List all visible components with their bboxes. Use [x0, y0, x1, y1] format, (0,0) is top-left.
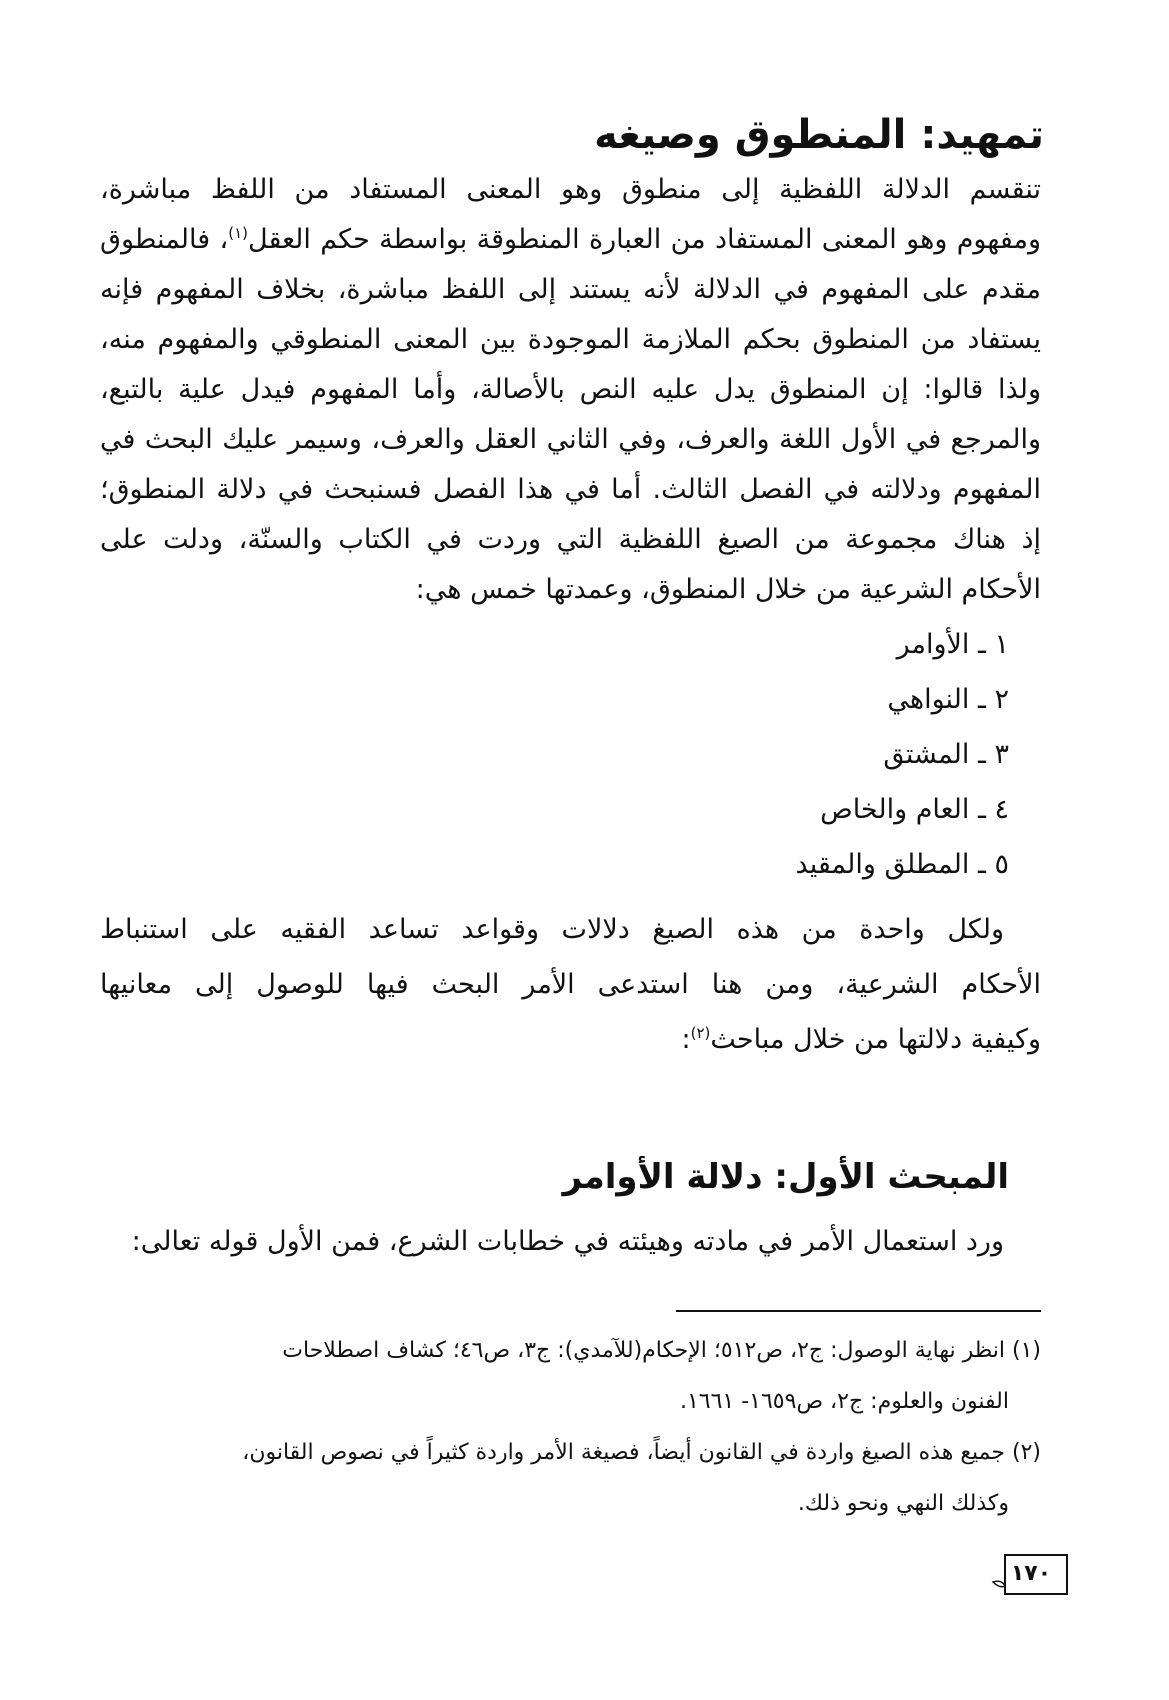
footnote-divider [676, 1310, 1041, 1312]
footnote-1-continuation: الفنون والعلوم: ج٢، ص١٦٥٩- ١٦٦١. [679, 1389, 1009, 1414]
footnote-ref-2: (٢) [690, 1024, 711, 1042]
closing-line-1: ولكل واحدة من هذه الصيغ دلالات وقواعد تساعد الفقيه على استنباط [100, 914, 1004, 945]
intro-line-6: والمرجع في الأول اللغة والعرف، وفي الثاني العقل والعرف، وسيمر عليك البحث في [100, 424, 1041, 455]
intro-line-2-text: ومفهوم وهو المعنى المستفاد من العبارة المنطوقة بواسطة حكم العقل [248, 224, 1041, 255]
intro-line-8: إذ هناك مجموعة من الصيغ اللفظية التي وردت في الكتاب والسنّة، ودلت على [100, 524, 1041, 555]
intro-line-1: تنقسم الدلالة اللفظية إلى منطوق وهو المعنى المستفاد من اللفظ مباشرة، [100, 174, 1041, 205]
footnote-ref-1: (١) [228, 224, 248, 242]
page-title: تمهيد: المنطوق وصيغه [594, 112, 1044, 158]
closing-line-3 [100, 1020, 1041, 1060]
intro-line-2-end: ، فالمنطوق [100, 224, 229, 255]
closing-line-2: الأحكام الشرعية، ومن هنا استدعى الأمر البحث فيها للوصول إلى معانيها [100, 969, 1041, 1000]
section-line: ورد استعمال الأمر في مادته وهيئته في خطابات الشرع، فمن الأول قوله تعالى: [131, 1226, 1004, 1257]
intro-line-2 [100, 220, 1041, 260]
closing-line-3-end: : [681, 1024, 691, 1055]
intro-line-3: مقدم على المفهوم في الدلالة لأنه يستند إلى اللفظ مباشرة، بخلاف المفهوم فإنه [100, 274, 1041, 305]
page-number: ١٧٠ [1010, 1561, 1052, 1586]
intro-line-4: يستفاد من المنطوق بحكم الملازمة الموجودة بين المعنى المنطوقي والمفهوم منه، [100, 324, 1041, 355]
list-item: ٢ ـ النواهي [887, 684, 1009, 715]
footnote-2: (٢) جميع هذه الصيغ واردة في القانون أيضاً، فصيغة الأمر واردة كثيراً في نصوص القانون، [242, 1440, 1041, 1465]
list-item: ٣ ـ المشتق [883, 739, 1009, 770]
footnote-1: (١) انظر نهاية الوصول: ج٢، ص٥١٢؛ الإحكام(للآمدي): ج٣، ص٤٦؛ كشاف اصطلاحات [282, 1338, 1041, 1363]
list-item: ٤ ـ العام والخاص [820, 794, 1009, 825]
footnote-2-continuation: وكذلك النهي ونحو ذلك. [797, 1491, 1009, 1516]
page-number-box [991, 1552, 1071, 1598]
list-item: ١ ـ الأوامر [896, 629, 1009, 660]
list-item: ٥ ـ المطلق والمقيد [795, 849, 1009, 880]
intro-line-7: المفهوم ودلالته في الفصل الثالث. أما في هذا الفصل فسنبحث في دلالة المنطوق؛ [100, 474, 1041, 505]
section-title: المبحث الأول: دلالة الأوامر [562, 1157, 1009, 1197]
intro-line-5: ولذا قالوا: إن المنطوق يدل عليه النص بالأصالة، وأما المفهوم فيدل علية بالتبع، [100, 374, 1041, 405]
intro-line-9: الأحكام الشرعية من خلال المنطوق، وعمدتها خمس هي: [415, 574, 1041, 605]
closing-line-3-text: وكيفية دلالتها من خلال مباحث [710, 1024, 1041, 1055]
